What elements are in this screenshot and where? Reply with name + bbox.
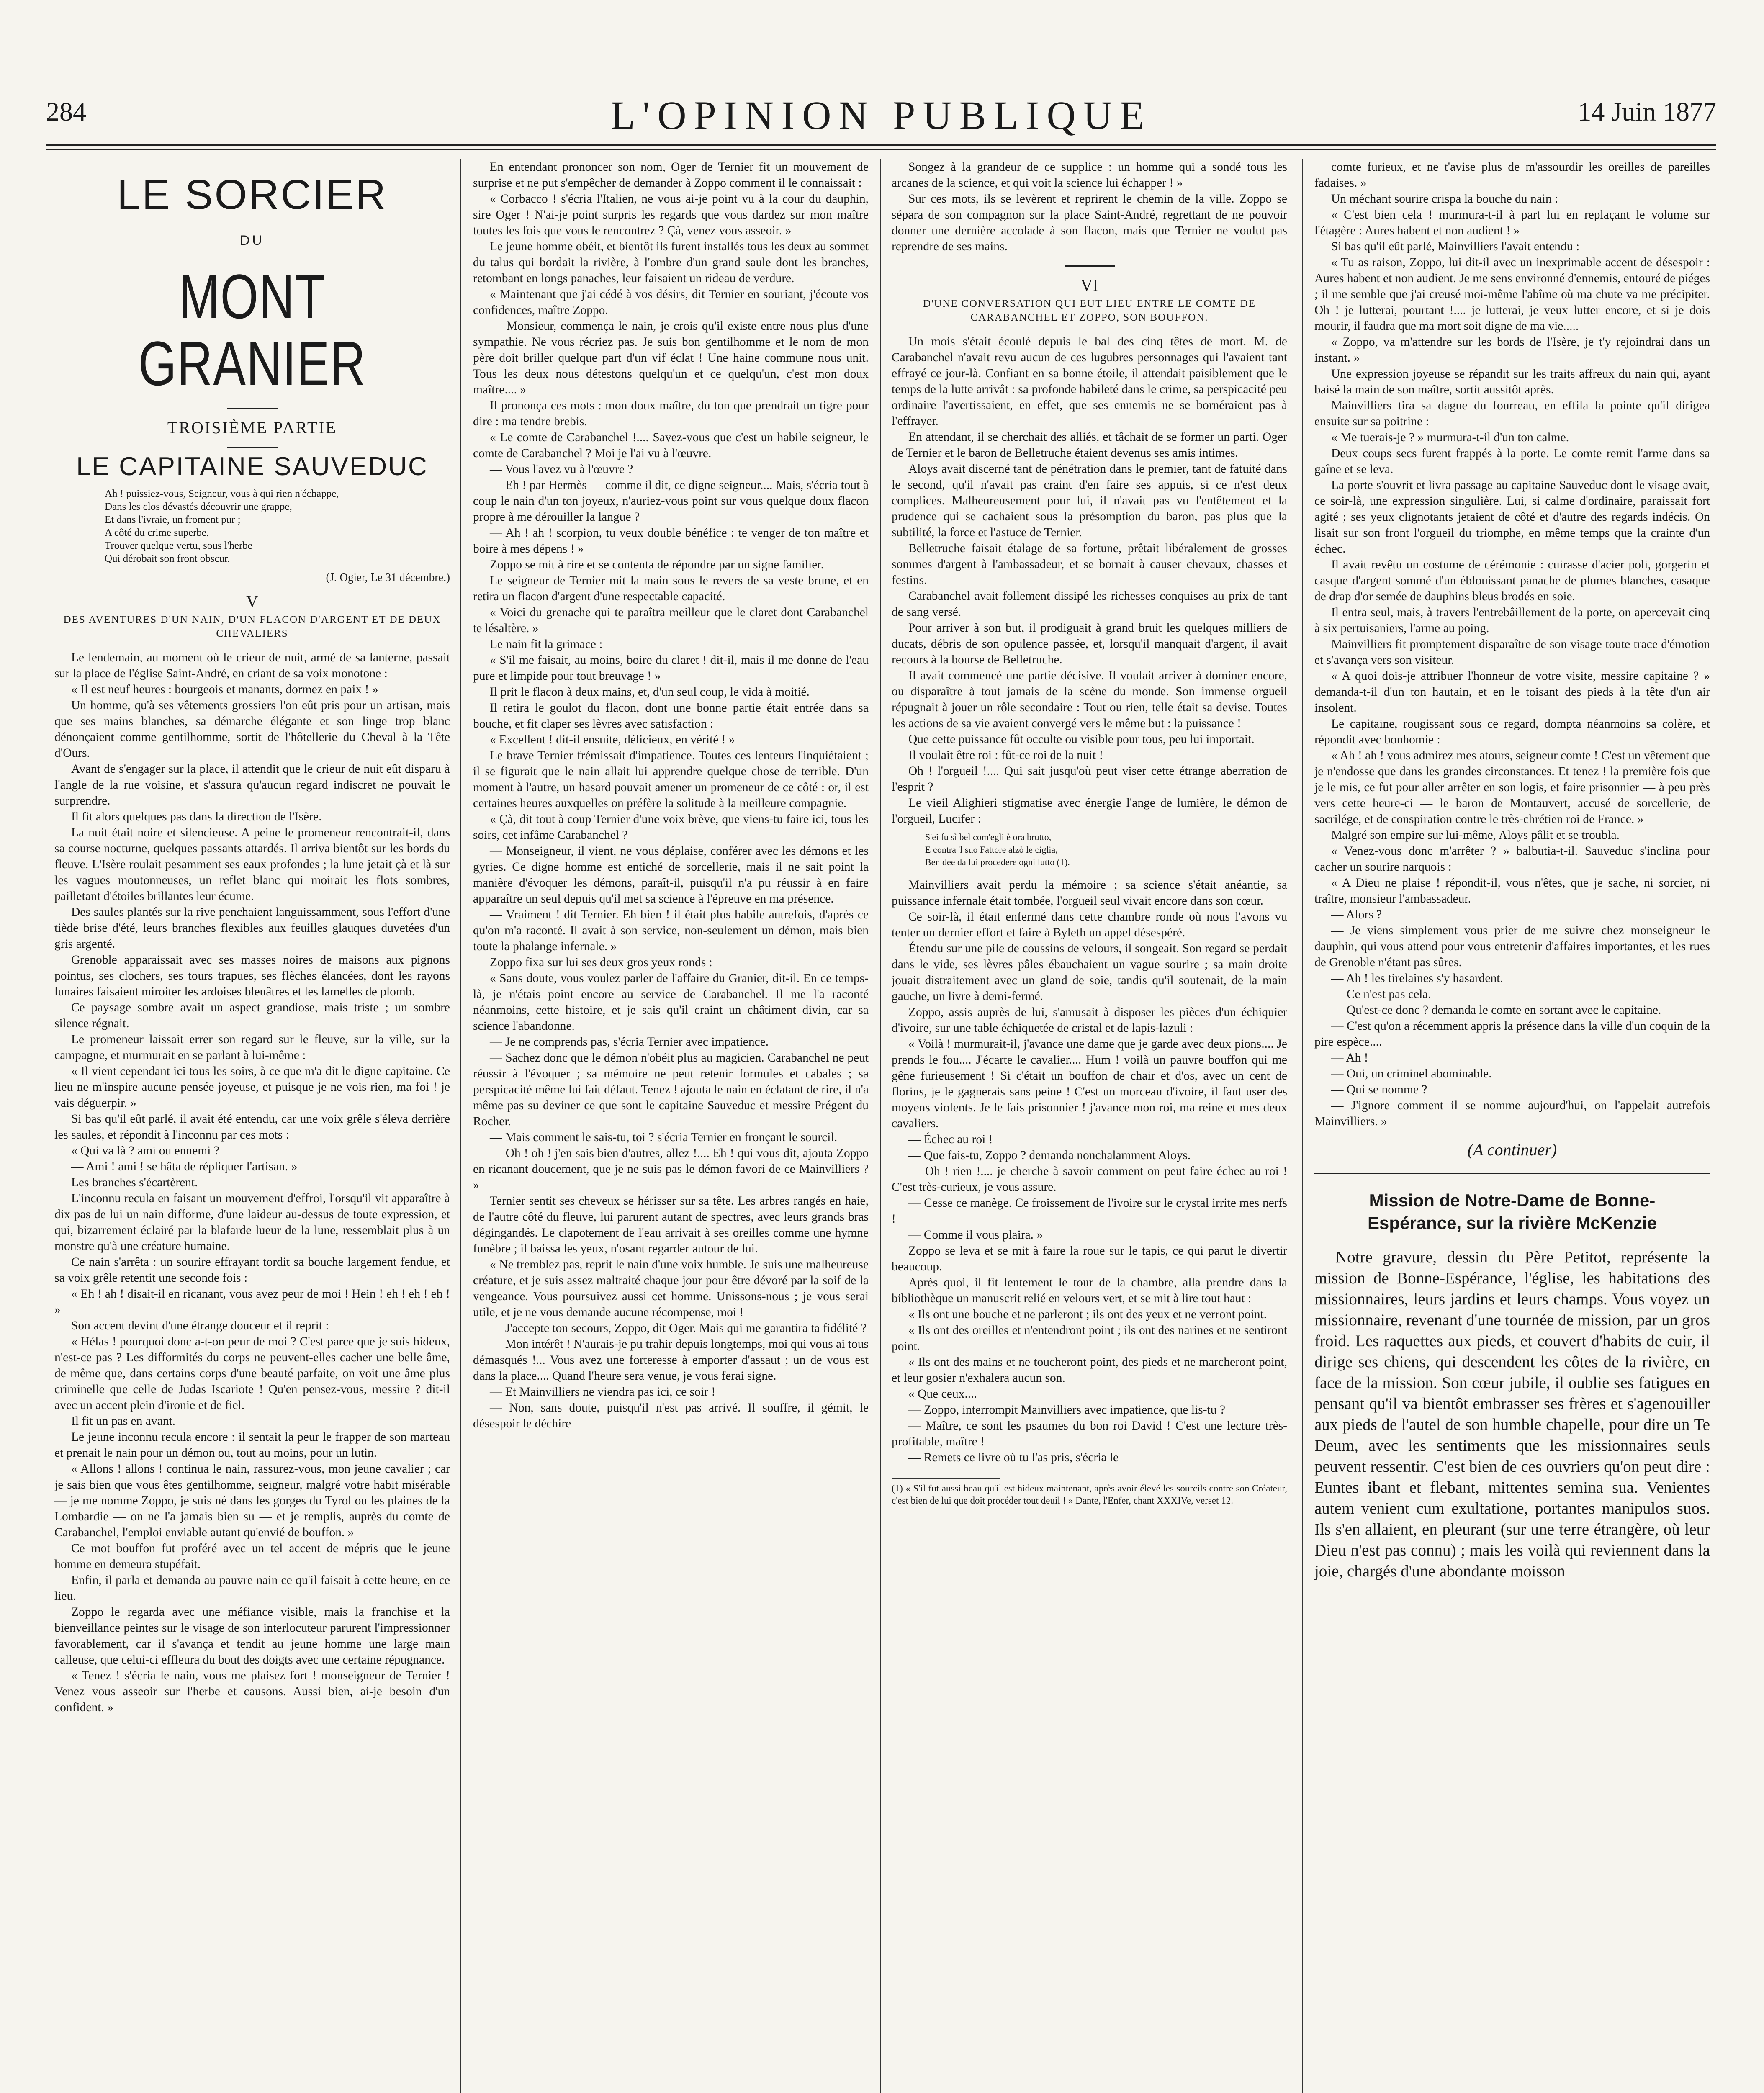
paragraph: « A quoi dois-je attribuer l'honneur de votre visite, messire capitaine ? » demanda-t-il d'un ton hautain, et en le toisant des pieds à la tête d'un air insolent. — [1314, 669, 1710, 715]
section-heading: DES AVENTURES D'UN NAIN, D'UN FLACON D'ARGENT ET DE DEUX CHEVALIERS — [63, 614, 441, 639]
paragraph: Le brave Ternier frémissait d'impatience. Toutes ces lenteurs l'inquiétaient ; il se figurait que le nain allait lui apprendre quelque chose de terrible. D'un moment à l'autre, un hasard pouvait amener un promeneur de ce côté : or, il est certaines heures auxquelles on préfère la solitude à la meilleure compagnie. — [473, 749, 869, 810]
journal-title: L'OPINION PUBLIQUE — [610, 93, 1152, 138]
header-rule — [46, 144, 1716, 146]
paragraph: — Vraiment ! dit Ternier. Eh bien ! il était plus habile autrefois, d'après ce qu'on m'a raconté. Il avait à son service, non-seulement un démon, mais bien toute la phalange infernale. » — [473, 908, 869, 953]
paragraph: « Ah ! ah ! vous admirez mes atours, seigneur comte ! C'est un vêtement que je n'endosse que dans les grandes circonstances. Et tenez ! la première fois que je le mis, ce fut pour aller arrêter en son logis, et faire prisonnier — à peu près vers cette heure-ci — le baron de Montauvert, accusé de sorcellerie, de sacrilége, et de conspiration contre le très-chrétien roi de France. » — [1314, 749, 1710, 826]
paragraph: Des saules plantés sur la rive penchaient languissamment, sous l'effort d'une tiède brise d'été, leurs branches flexibles aux feuilles glauques duvetées d'un gris argenté. — [54, 905, 450, 951]
paragraph: Zoppo se leva et se mit à faire la roue sur le tapis, ce qui parut le divertir beaucoup. — [892, 1244, 1287, 1273]
paragraph: — Je viens simplement vous prier de me suivre chez monseigneur le dauphin, qui vous attend pour vous entretenir d'affaires importantes, et les rues de Grenoble n'étant pas sûres. — [1314, 924, 1710, 969]
column-1-text — [54, 650, 450, 1715]
footnote: (1) « S'il fut aussi beau qu'il est hideux maintenant, après avoir élevé les sourcils contre son Créateur, c'est bien de lui que doit procéder tout deuil ! » Dante, l'Enfer, chant XXXIVe, verset 12. — [892, 1483, 1287, 1506]
paragraph: « Ils ont des mains et ne toucheront point, des pieds et ne marcheront point, et leur gosier n'exhalera aucun son. — [892, 1355, 1287, 1385]
mission-article-body — [1314, 1247, 1710, 1582]
paragraph: « Ne tremblez pas, reprit le nain d'une voix humble. Je suis une malheureuse créature, et je suis assez maltraité chaque jour pour être dévoré par la soif de la vengeance. Vous poursuivez aussi cet homme. Unissons-nous ; je vous serai utile, et je ne vous demande aucune récompense, moi ! — [473, 1258, 869, 1319]
paragraph: Un mois s'était écoulé depuis le bal des cinq têtes de mort. M. de Carabanchel n'avait revu aucun de ces lugubres personnages qui l'avaient tant effrayé ce jour-là. Confiant en sa bonne étoile, il attendait paisiblement que le temps de la lutte arrivât : sa profonde habileté dans le crime, sa perspicacité peu ordinaire l'avertissaient, en effet, que ses ennemis ne se bornéraient pas à l'effrayer. — [892, 335, 1287, 428]
paragraph: Il avait commencé une partie décisive. Il voulait arriver à dominer encore, ou disparaître à tout jamais de la scène du monde. Son immense orgueil répugnait à jouer un rôle secondaire : Tout ou rien, telle était sa devise. Toutes les actions de sa vie avaient convergé vers le même but : la puissance ! — [892, 669, 1287, 730]
paragraph: La porte s'ouvrit et livra passage au capitaine Sauveduc dont le visage avait, ce soir-là, une expression singulière. Lui, si calme d'ordinaire, paraissait fort agité ; ses yeux clignotants jetaient de côté et d'autre des regards indécis. On lisait sur son front l'orgueil du triomphe, en même temps que la crainte d'un échec. — [1314, 478, 1710, 555]
paragraph: Enfin, il parla et demanda au pauvre nain ce qu'il faisait à cette heure, en ce lieu. — [54, 1574, 450, 1603]
paragraph: Il retira le goulot du flacon, dont une bonne partie était entrée dans sa bouche, et fit claper ses lèvres avec satisfaction : — [473, 701, 869, 730]
paragraph: Une expression joyeuse se répandit sur les traits affreux du nain qui, ayant baisé la main de son maître, sortit aussitôt après. — [1314, 367, 1710, 396]
paragraph: Avant de s'engager sur la place, il attendit que le crieur de nuit eût disparu à l'angle de la rue voisine, et s'assura qu'aucun regard indiscret ne pouvait le surprendre. — [54, 762, 450, 807]
page-header — [46, 93, 1716, 138]
column-divider — [460, 159, 461, 2093]
paragraph: Il prit le flacon à deux mains, et, d'un seul coup, le vida à moitié. — [490, 685, 810, 699]
paragraph: Il fit alors quelques pas dans la direction de l'Isère. — [71, 810, 322, 823]
paragraph: « Maintenant que j'ai cédé à vos désirs, dit Ternier en souriant, j'écoute vos confidences, maître Zoppo. — [473, 288, 869, 317]
paragraph: — Et Mainvilliers ne viendra pas ici, ce soir ! — [490, 1385, 716, 1399]
paragraph: Songez à la grandeur de ce supplice : un homme qui a sondé tous les arcanes de la science, et qui voit la science lui échapper ! » — [892, 160, 1287, 190]
paragraph: — J'accepte ton secours, Zoppo, dit Oger. Mais qui me garantira ta fidélité ? — [490, 1322, 867, 1335]
paragraph: — Monsieur, commença le nain, je crois qu'il existe entre nous plus d'une sympathie. Ne vous récriez pas. Je suis bon gentilhomme et le nom de mon père doit briller quelque part d'un vif éclat ! Une haine commune nous unit. Tous les deux nous détestons quelqu'un et ce quelqu'un, c'est mon doux maître.... » — [473, 319, 869, 396]
paragraph: — Non, sans doute, puisqu'il n'est pas arrivé. Il souffre, il gémit, le désespoir le déchire — [473, 1401, 869, 1430]
issue-date: 14 Juin 1877 — [1578, 97, 1716, 126]
paragraph: Notre gravure, dessin du Père Petitot, représente la mission de Bonne-Espérance, l'église, les habitations des missionnaires, leurs jardins et leurs champs. Vous voyez un missionnaire, revenant d'une tournée de mission, par un gros froid. Les raquettes aux pieds, et couvert d'habits de cuir, il dirige ses chiens, qui descendent les côtes de la rivière, en face de la mission. Son cœur jubile, il oublie ses fatigues en pensant qu'il va bientôt embrasser ses frères et s'agenouiller aux pieds de l'autel de son humble chapelle, pour dire un Te Deum, avec les sentiments que les missionnaires seuls peuvent ressentir. C'est bien de ces ouvriers qu'on peut dire : Euntes ibant et flebant, mittentes semina sua. Venientes autem venient cum exultatione, portantes manipulos suos. Ils s'en allaient, en pleurant (sur une terre étrangère, où leur Dieu n'est pas connu) ; mais les voilà qui reviennent dans la joie, chargés d'une abondante moisson — [1314, 1248, 1710, 1580]
paragraph: Malgré son empire sur lui-même, Aloys pâlit et se troubla. — [1331, 828, 1620, 842]
paragraph: « Çà, dit tout à coup Ternier d'une voix brève, que viens-tu faire ici, tous les soirs, cet infâme Carabanchel ? — [473, 813, 869, 842]
paragraph: L'inconnu recula en faisant un mouvement d'effroi, l'orsqu'il vit apparaître à dix pas de lui un nain difforme, d'une laideur au-dessus de toute expression, et qui, bizarrement éclairé par la blafarde lueur de la lune, ressemblait plus à un monstre qu'à une créature humaine. — [54, 1192, 450, 1253]
page-number: 284 — [46, 97, 86, 126]
column-3 — [892, 159, 1287, 2093]
paragraph: comte furieux, et ne t'avise plus de m'assourdir les oreilles de pareilles fadaises. » — [1314, 160, 1710, 190]
paragraph: Il fit un pas en avant. — [71, 1414, 176, 1428]
paragraph: « Ils ont des oreilles et n'entendront point ; ils ont des narines et ne sentiront point. — [892, 1324, 1287, 1353]
epigraph-line: Trouver quelque vertu, sous l'herbe — [105, 540, 252, 551]
paragraph: Aloys avait discerné tant de pénétration dans le premier, tant de fatuité dans le second, qu'il n'avait pas craint d'en faire ses appuis, si ce n'est deux complices. Malheureusement pour lui, il n'avait pas vu l'entêtement et la prudence qui se cachaient sous la présomption du baron, pas plus que la subtilité, la force et l'astuce de Ternier. — [892, 462, 1287, 539]
paragraph: Le vieil Alighieri stigmatise avec énergie l'ange de lumière, le démon de l'orgueil, Lucifer : — [892, 796, 1287, 825]
paragraph: Le jeune homme obéit, et bientôt ils furent installés tous les deux au sommet du talus qui bordait la rivière, à l'ombre d'un grand saule dont les branches, retombant en longs panaches, leur faisaient un rideau de verdure. — [473, 240, 869, 285]
paragraph: Le jeune inconnu recula encore : il sentait la peur le frapper de son marteau et prenait le nain pour un démon ou, tout au moins, pour un lutin. — [54, 1430, 450, 1460]
quote-line: Ben dee da lui procedere ogni lutto (1). — [925, 857, 1070, 867]
paragraph: Le seigneur de Ternier mit la main sous le revers de sa veste brune, et en retira un flacon d'argent d'une respectable capacité. — [473, 574, 869, 603]
paragraph: Il prononça ces mots : mon doux maître, du ton que prendrait un tigre pour dire : ma tendre brebis. — [473, 399, 869, 428]
header-rule-thin — [46, 149, 1716, 150]
paragraph: Mainvilliers avait perdu la mémoire ; sa science s'était anéantie, sa puissance infernale était tombée, l'orgueil seul vivait encore dans son cœur. — [892, 878, 1287, 908]
paragraph: — Que fais-tu, Zoppo ? demanda nonchalamment Aloys. — [908, 1149, 1191, 1162]
paragraph: — Ami ! ami ! se hâta de répliquer l'artisan. » — [71, 1160, 298, 1173]
mission-article-title: Mission de Notre-Dame de Bonne-Espérance, sur la rivière McKenzie — [1367, 1190, 1657, 1233]
paragraph: « Hélas ! pourquoi donc a-t-on peur de moi ? C'est parce que je suis hideux, n'est-ce pas ? Les difformités du corps ne peuvent-elles cacher une belle âme, de même que, dans certains corps d'une beauté parfaite, on voit une âme plus criminelle que celle de Judas Iscariote ! Qu'en pensez-vous, messire ? dit-il avec un accent plein d'ironie et de fiel. — [54, 1335, 450, 1412]
dante-quote — [892, 831, 1287, 869]
paragraph: — Oui, un criminel abominable. — [1331, 1067, 1492, 1080]
paragraph: Son accent devint d'une étrange douceur et il reprit : — [71, 1319, 329, 1332]
paragraph: Grenoble apparaissait avec ses masses noires de maisons aux pignons pointus, ses clochers, ses tours trapues, ses flèches élancées, dont les rayons lunaires faisaient miroiter les ardoises bleuâtres et les lamelles de plomb. — [54, 953, 450, 998]
paragraph: Après quoi, il fit lentement le tour de la chambre, alla prendre dans la bibliothèque un manuscrit relié en velours vert, et se mit à lire tout haut : — [892, 1276, 1287, 1305]
paragraph: « Venez-vous donc m'arrêter ? » balbutia-t-il. Sauveduc s'inclina pour cacher un sourire narquois : — [1314, 844, 1710, 874]
paragraph: Ce soir-là, il était enfermé dans cette chambre ronde où nous l'avons vu tenter un dernier effort et faire à Byleth un appel désespéré. — [892, 910, 1287, 939]
quote-line: E contra 'l suo Fattore alzò le ciglia, — [925, 844, 1058, 855]
serial-title-line1: LE SORCIER — [117, 171, 388, 218]
paragraph: Oh ! l'orgueil !.... Qui sait jusqu'où peut viser cette étrange aberration de l'esprit ? — [892, 764, 1287, 794]
paragraph: Zoppo le regarda avec une méfiance visible, mais la franchise et la bienveillance peintes sur le visage de son interlocuteur parurent l'impressionner favorablement, car il s'avança et tendit au jeune homme une large main calleuse, que celui-ci effleura du bout des doigts avec une certaine répugnance. — [54, 1605, 450, 1666]
paragraph: « Me tuerais-je ? » murmura-t-il d'un ton calme. — [1331, 431, 1569, 444]
paragraph: Zoppo, assis auprès de lui, s'amusait à disposer les pièces d'un échiquier d'ivoire, sur une table échiquetée de cristal et de lapis-lazuli : — [892, 1005, 1287, 1035]
quote-line: S'ei fu sì bel com'egli è ora brutto, — [925, 832, 1052, 842]
paragraph: « Ils ont une bouche et ne parleront ; ils ont des yeux et ne verront point. — [908, 1308, 1267, 1321]
paragraph: « Le comte de Carabanchel !.... Savez-vous que c'est un habile seigneur, le comte de Carabanchel ? Moi je l'ai vu à l'œuvre. — [473, 431, 869, 460]
paragraph: — Mon intérêt ! N'aurais-je pu trahir depuis longtemps, moi qui vous ai tous démasqués !... Vous avez une forteresse à emporter d'assaut ; un de vous est dans la place.... Quand l'heure sera venue, je vous ferai signe. — [473, 1337, 869, 1383]
section-heading: D'UNE CONVERSATION QUI EUT LIEU ENTRE LE COMTE DE CARABANCHEL ET ZOPPO, SON BOUFFON. — [923, 298, 1256, 323]
paragraph: Ce mot bouffon fut proféré avec un tel accent de mépris que le jeune homme en demeura stupéfait. — [54, 1542, 450, 1571]
paragraph: Il avait revêtu un costume de cérémonie : cuirasse d'acier poli, gorgerin et casque d'argent sommé d'un éblouissant panache de plumes blanches, casaque de drap d'or semée de dauphins bleus brodés en soie. — [1314, 558, 1710, 603]
footnote-rule — [892, 1478, 1000, 1479]
paragraph: — Maître, ce sont les psaumes du bon roi David ! C'est une lecture très-profitable, maître ! — [892, 1419, 1287, 1448]
part-rule — [227, 447, 278, 448]
paragraph: — Cesse ce manège. Ce froissement de l'ivoire sur le crystal irrite mes nerfs ! — [892, 1196, 1287, 1226]
paragraph: « Sans doute, vous voulez parler de l'affaire du Granier, dit-il. En ce temps-là, je n'étais point encore au service de Carabanchel. Il me l'a raconté néanmoins, cette histoire, et je sais qu'il craint un châtiment divin, car sa science l'abandonne. — [473, 972, 869, 1033]
paragraph: Mainvilliers tira sa dague du fourreau, en effila la pointe qu'il dirigea ensuite sur sa poitrine : — [1314, 399, 1710, 428]
paragraph: — J'ignore comment il se nomme aujourd'hui, on l'appelait autrefois Mainvilliers. » — [1314, 1099, 1710, 1128]
paragraph: Les branches s'écartèrent. — [71, 1176, 198, 1189]
paragraph: — Échec au roi ! — [908, 1133, 993, 1146]
paragraph: Sur ces mots, ils se levèrent et reprirent le chemin de la ville. Zoppo se sépara de son compagnon sur la place Saint-André, regrettant de ne pouvoir donner une dernière accolade à son flacon, mais que Ternier ne voulut pas reprendre de ses mains. — [892, 192, 1287, 253]
paragraph: En attendant, il se cherchait des alliés, et tâchait de se former un parti. Oger de Ternier et le baron de Belletruche étaient devenus ses amis intimes. — [892, 430, 1287, 460]
paragraph: « S'il me faisait, au moins, boire du claret ! dit-il, mais il me donne de l'eau pure et limpide pour tout breuvage ! » — [473, 653, 869, 683]
section-number: V — [246, 592, 258, 611]
paragraph: Deux coups secs furent frappés à la porte. Le comte remit l'arme dans sa gaîne et se leva. — [1314, 447, 1710, 476]
to-be-continued: (A continuer) — [1467, 1140, 1557, 1159]
section-rule — [1065, 265, 1115, 267]
paragraph: Étendu sur une pile de coussins de velours, il songeait. Son regard se perdait dans le vide, ses lèvres pâles ébauchaient un vague sourire ; sa main droite jouait distraitement avec un gland de soie, tandis qu'il soutenait, de la main gauche, un livre à demi-fermé. — [892, 942, 1287, 1003]
title-rule — [227, 408, 278, 409]
paragraph: Ce nain s'arrêta : un sourire effrayant tordit sa bouche largement fendue, et sa voix grêle retentit une seconde fois : — [54, 1255, 450, 1285]
epigraph-source: (J. Ogier, Le 31 décembre.) — [326, 571, 450, 584]
paragraph: — Je ne comprends pas, s'écria Ternier avec impatience. — [490, 1035, 769, 1049]
paragraph: « Voilà ! murmurait-il, j'avance une dame que je garde avec deux pions.... Je prends le fou.... J'écarte le cavalier.... Hum ! voilà un pauvre bouffon qui me gêne furieusement ! Si c'était un bouffon de chair et d'os, avec un cent de florins, je le gagnerais sans peine ! C'est un morceau d'ivoire, il faut user des moyens violents. Je le fais prisonnier ! j'avance mon roi, ma reine et mes deux cavaliers. — [892, 1037, 1287, 1130]
serial-title-line2: DU — [240, 233, 265, 248]
section-number: VI — [1080, 276, 1098, 295]
epigraph — [54, 487, 450, 565]
paragraph: — Ah ! ah ! scorpion, tu veux double bénéfice : te venger de ton maître et boire à mes dépens ! » — [473, 526, 869, 555]
paragraph: — Ah ! les tirelaines s'y hasardent. — [1331, 972, 1503, 985]
paragraph: Il entra seul, mais, à travers l'entrebâillement de la porte, on apercevait cinq à six pertuisaniers, l'arme au poing. — [1314, 606, 1710, 635]
column-divider — [880, 159, 881, 2093]
paragraph: Le promeneur laissait errer son regard sur le fleuve, sur la ville, sur la campagne, et murmurait en se parlant à lui-même : — [54, 1033, 450, 1062]
paragraph: — Ce n'est pas cela. — [1331, 987, 1431, 1001]
paragraph: « Zoppo, va m'attendre sur les bords de l'Isère, je t'y rejoindrai dans un instant. » — [1314, 335, 1710, 365]
paragraph: Que cette puissance fût occulte ou visible pour tous, peu lui importait. — [908, 733, 1255, 746]
paragraph: En entendant prononcer son nom, Oger de Ternier fit un mouvement de surprise et ne put s'empêcher de demander à Zoppo comment il le connaissait : — [473, 160, 869, 190]
epigraph-line: Qui dérobait son front obscur. — [105, 553, 230, 564]
epigraph-line: Ah ! puissiez-vous, Seigneur, vous à qui rien n'échappe, — [105, 488, 339, 499]
serial-title-line3: MONT GRANIER — [138, 261, 366, 399]
paragraph: « Corbacco ! s'écria l'Italien, ne vous ai-je point vu à la cour du dauphin, sire Oger ! N'ai-je point surpris les regards que vous dardez sur mon maître toutes les fois que vous le rencontrez ? Çà, venez vous asseoir. » — [473, 192, 869, 237]
paragraph: La nuit était noire et silencieuse. A peine le promeneur rencontrait-il, dans sa course nocturne, quelques passants attardés. Il arriva bientôt sur les bords du fleuve. L'Isère roulait pesamment ses eaux profondes ; la lune jetait çà et là sur les vagues moutonneuses, un reflet blanc qui moirait les flots sombres, pailletant d'étoiles brillantes leur écume. — [54, 826, 450, 903]
paragraph: « Voici du grenache qui te paraîtra meilleur que le claret dont Carabanchel te lésaltère. » — [473, 606, 869, 635]
paragraph: Belletruche faisait étalage de sa fortune, prêtait libéralement de grosses sommes d'argent à l'ambassadeur, et se bornait à causer chevaux, chasses et festins. — [892, 542, 1287, 587]
paragraph: — Zoppo, interrompit Mainvilliers avec impatience, que lis-tu ? — [908, 1403, 1225, 1417]
paragraph: Mainvilliers fit promptement disparaître de son visage toute trace d'émotion et s'avança vers son visiteur. — [1314, 638, 1710, 667]
paragraph: — C'est qu'on a récemment appris la présence dans la ville d'un coquin de la pire espèce.... — [1314, 1019, 1710, 1049]
epigraph-line: Dans les clos dévastés découvrir une grappe, — [105, 501, 292, 512]
paragraph: « Il vient cependant ici tous les soirs, à ce que m'a dit le digne capitaine. Ce lieu ne m'inspire aucune pensée joyeuse, et puisque je ne vois rien, ma foi ! je vais déguerpir. » — [54, 1064, 450, 1110]
column-4 — [1314, 159, 1710, 2093]
paragraph: Ternier sentit ses cheveux se hérisser sur sa tête. Les arbres rangés en haie, de l'autre côté du fleuve, lui parurent autant de spectres, avec leurs grands bras dégingandés. Le clapotement de l'eau arrivait à ses oreilles comme une hymne funèbre ; il baissa les yeux, n'osant regarder autour de lui. — [473, 1194, 869, 1255]
epigraph-line: Et dans l'ivraie, un froment pur ; — [105, 514, 241, 525]
chapter-title: LE CAPITAINE SAUVEDUC — [76, 452, 428, 481]
paragraph: Si bas qu'il eût parlé, Mainvilliers l'avait entendu : — [1331, 240, 1580, 253]
paragraph: Le nain fit la grimace : — [490, 638, 603, 651]
paragraph: — Mais comment le sais-tu, toi ? s'écria Ternier en fronçant le sourcil. — [490, 1131, 838, 1144]
paragraph: — Oh ! oh ! j'en sais bien d'autres, allez !.... Eh ! qui vous dit, ajouta Zoppo en ricanant doucement, que je ne suis pas le démon favori de ce Mainvilliers ? » — [473, 1147, 869, 1192]
column-2 — [473, 159, 869, 2093]
paragraph: « Que ceux.... — [908, 1387, 977, 1401]
paragraph: — Ah ! — [1331, 1051, 1368, 1064]
paragraph: Ce paysage sombre avait un aspect grandiose, mais triste ; un sombre silence régnait. — [54, 1001, 450, 1030]
paragraph: Il voulait être roi : fût-ce roi de la nuit ! — [908, 748, 1103, 762]
paragraph: Un homme, qu'à ses vêtements grossiers l'on eût pris pour un artisan, mais que ses mains blanches, sa démarche élégante et son linge trop blanc dénonçaient comme gentilhomme, sortit de l'hôtellerie du Cheval à la Tête d'Ours. — [54, 699, 450, 760]
paragraph: « Allons ! allons ! continua le nain, rassurez-vous, mon jeune cavalier ; car je sais bien que vous êtes gentilhomme, seigneur, malgré votre habit misérable — je me nomme Zoppo, je suis né dans les gorges du Tyrol ou les plaines de la Lombardie — on ne l'a jamais bien su — et je remplis, auprès du comte de Carabanchel, l'emploi enviable autant qu'envié de bouffon. » — [54, 1462, 450, 1539]
paragraph: — Alors ? — [1331, 908, 1382, 921]
paragraph: — Comme il vous plaira. » — [908, 1228, 1043, 1242]
paragraph: « A Dieu ne plaise ! répondit-il, vous n'êtes, que je sache, ni sorcier, ni traître, monsieur l'ambassadeur. — [1314, 876, 1710, 905]
paragraph: — Remets ce livre où tu l'as pris, s'écria le — [908, 1451, 1119, 1464]
part-label: TROISIÈME PARTIE — [167, 418, 337, 437]
paragraph: « Il est neuf heures : bourgeois et manants, dormez en paix ! » — [71, 683, 378, 696]
paragraph: Pour arriver à son but, il prodiguait à grand bruit les quelques milliers de ducats, débris de son opulence passée, et, lorsqu'il manquait d'argent, il avait recours à la bourse de Belletruche. — [892, 621, 1287, 666]
paragraph: « Excellent ! dit-il ensuite, délicieux, en vérité ! » — [490, 733, 735, 746]
paragraph: « Tu as raison, Zoppo, lui dit-il avec un inexprimable accent de désespoir : Aures habent et non audient. Je me sens environné d'ennemis, entouré de piéges ; il me semble que j'ai creusé moi-même l'abîme où ma chute va me précipiter. Oh ! je lutterai, pourtant !.... je lutterai, je veux lutter encore, et si je dois mourir, il faudra que ma mort soit digne de ma vie..... — [1314, 256, 1710, 333]
column-1 — [54, 159, 450, 2093]
paragraph: « Tenez ! s'écria le nain, vous me plaisez fort ! monseigneur de Ternier ! Venez vous asseoir sur l'herbe et causons. Aussi bien, ai-je besoin d'un confident. » — [54, 1669, 450, 1714]
paragraph: — Eh ! par Hermès — comme il dit, ce digne seigneur.... Mais, s'écria tout à coup le nain d'un ton joyeux, n'auriez-vous point sur vous quelque doux flacon propre à me dérouiller la langue ? — [473, 478, 869, 524]
paragraph: — Sachez donc que le démon n'obéit plus au magicien. Carabanchel ne peut réussir à l'évoquer ; sa mémoire ne peut retenir formules et cabales ; sa perspicacité même lui fait défaut. Tenez ! ajouta le nain en éclatant de rire, il n'a même pas su deviner ce que sont le capitaine Sauveduc et messire Prégent du Rocher. — [473, 1051, 869, 1128]
paragraph: Le capitaine, rougissant sous ce regard, dompta néanmoins sa colère, et répondit avec bonhomie : — [1314, 717, 1710, 746]
paragraph: — Qu'est-ce donc ? demanda le comte en sortant avec le capitaine. — [1331, 1003, 1661, 1017]
epigraph-line: A côté du crime superbe, — [105, 527, 209, 538]
paragraph: Carabanchel avait follement dissipé les richesses conquises au prix de tant de sang versé. — [892, 589, 1287, 619]
paragraph: Zoppo se mit à rire et se contenta de répondre par un signe familier. — [490, 558, 824, 571]
paragraph: Un méchant sourire crispa la bouche du nain : — [1331, 192, 1558, 206]
paragraph: « Eh ! ah ! disait-il en ricanant, vous avez peur de moi ! Hein ! eh ! eh ! eh ! » — [54, 1287, 450, 1316]
paragraph: « Qui va là ? ami ou ennemi ? — [71, 1144, 219, 1157]
column-divider — [1302, 159, 1303, 2093]
paragraph: Zoppo fixa sur lui ses deux gros yeux ronds : — [490, 956, 712, 969]
paragraph: — Monseigneur, il vient, ne vous déplaise, conférer avec les démons et les gyries. Ce digne homme est entiché de sorcellerie, mais il ne sait point la manière d'évoquer les démons, paraît-il, puisqu'il n'a pu réussir à en faire apparaître un seul depuis qu'il met sa science à l'épreuve en ma présence. — [473, 844, 869, 905]
paragraph: Si bas qu'il eût parlé, il avait été entendu, car une voix grêle s'éleva derrière les saules, et répondit à l'inconnu par ces mots : — [54, 1112, 450, 1142]
paragraph: « C'est bien cela ! murmura-t-il à part lui en replaçant le volume sur l'étagère : Aures habent et non audient ! » — [1314, 208, 1710, 237]
paragraph: Le lendemain, au moment où le crieur de nuit, armé de sa lanterne, passait sur la place de l'église Saint-André, en criant de sa voix monotone : — [54, 651, 450, 680]
paragraph: — Oh ! rien !.... je cherche à savoir comment on peut faire échec au roi ! C'est très-curieux, je vous assure. — [892, 1165, 1287, 1194]
article-divider — [1314, 1173, 1710, 1174]
paragraph: — Vous l'avez vu à l'œuvre ? — [490, 463, 633, 476]
paragraph: — Qui se nomme ? — [1331, 1083, 1427, 1096]
